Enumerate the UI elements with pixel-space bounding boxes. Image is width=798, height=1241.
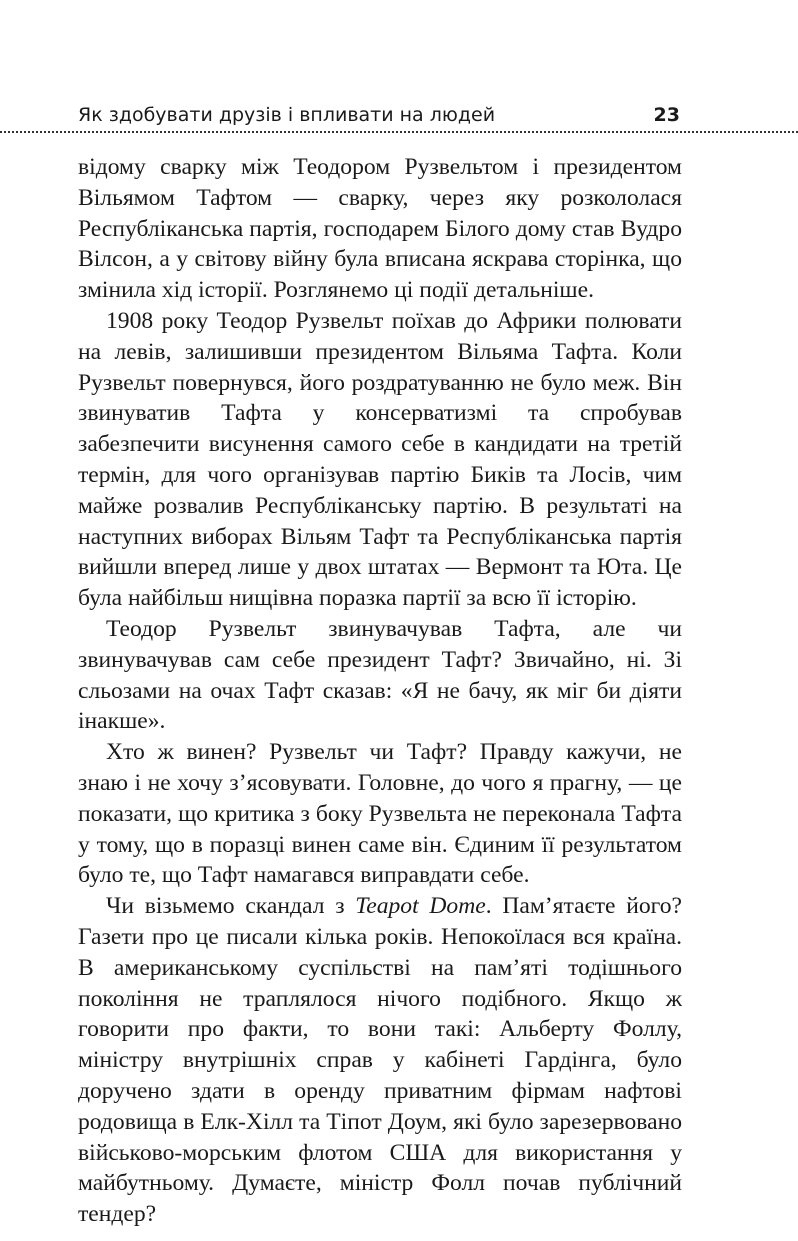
paragraph: відому сварку між Теодором Рузвельтом і президентом Вільямом Тафтом — сварку, через яку розкололася Республіканська партія, господарем Білого дому став Вудро Вілсон, а у світову війну була вписана яскрава сторінка, що змінила хід історії. Розглянемо ці події детальніше. — [78, 154, 682, 304]
italic-term: Teapot Dome — [355, 893, 486, 920]
book-title: Як здобувати друзів і впливати на людей — [78, 104, 496, 126]
body-text — [78, 152, 682, 1230]
paragraph — [78, 891, 682, 1230]
paragraph: 1908 року Теодор Рузвельт поїхав до Африки полювати на левів, залишивши президентом Вільяма Тафта. Коли Рузвельт повернувся, його роздратуванню не було меж. Він звинуватив Тафта у консерватизмі та спробував забезпечити висунення самого себе в кандидати на третій термін, для чого організував партію Биків та Лосів, чим майже розвалив Республіканську партію. В результаті на наступних виборах Вільям Тафт та Республіканська партія вийшли вперед лише у двох штатах — Вермонт та Юта. Це була найбільш нищівна поразка партії за всю її історію. — [78, 307, 682, 612]
paragraph: Теодор Рузвельт звинувачував Тафта, але чи звинувачував сам себе президент Тафт? Звичайно, ні. Зі сльозами на очах Тафт сказав: «Я не бачу, як міг би діяти інакше». — [78, 615, 682, 735]
header-dotted-rule — [0, 131, 798, 133]
paragraph-text: . Пам’ятаєте його? Газети про це писали кілька років. Непокоїлася вся країна. В американському суспільстві на пам’яті тодішнього покоління не траплялося нічого подібного. Якщо ж говорити про факти, то вони такі: Альберту Фоллу, міністру внутрішніх справ у кабінеті Гардінга, було доручено здати в оренду приватним фірмам нафтові родовища в Елк-Хілл та Тіпот Доум, які було зарезервовано військово-морським флотом США для використання у майбутньому. Думаєте, міністр Фолл почав публічний тендер? — [78, 893, 682, 1228]
page-number: 23 — [653, 104, 680, 126]
paragraph: Хто ж винен? Рузвельт чи Тафт? Правду кажучи, не знаю і не хочу з’ясовувати. Головне, до чого я прагну, — це показати, що критика з боку Рузвельта не переконала Тафта у тому, що в поразці винен саме він. Єдиним її результатом було те, що Тафт намагався виправдати себе. — [78, 739, 682, 889]
paragraph-text: Чи візьмемо скандал з — [106, 893, 356, 920]
running-header — [78, 98, 680, 132]
